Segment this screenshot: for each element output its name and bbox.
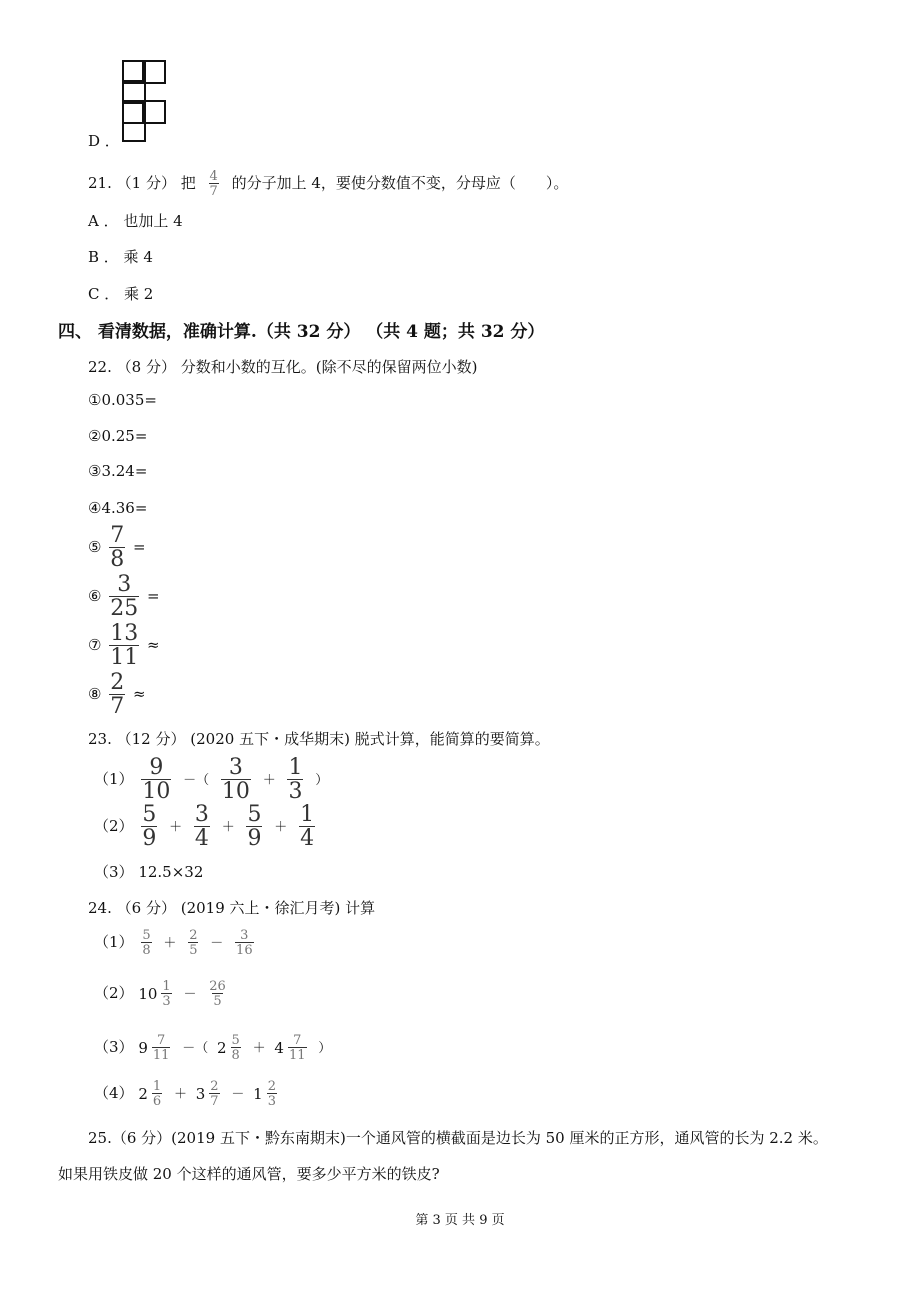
q24-sub2 bbox=[94, 980, 230, 1008]
whole-part: 10 bbox=[138, 985, 158, 1003]
numerator: 7 bbox=[293, 1033, 302, 1048]
fraction bbox=[141, 757, 171, 803]
fraction bbox=[109, 672, 125, 718]
q21-option-b: B ． 乘 4 bbox=[88, 248, 153, 266]
sign: ≈ bbox=[133, 685, 146, 703]
numerator: 2 bbox=[110, 670, 125, 695]
sub-label: （2） bbox=[94, 817, 134, 835]
q21-fraction bbox=[209, 170, 219, 198]
item-text: 4.36= bbox=[101, 499, 148, 517]
section-title: 四、 看清数据，准确计算.（共 32 分） （共 4 题；共 32 分） bbox=[58, 322, 545, 342]
denominator: 5 bbox=[213, 994, 222, 1009]
denominator: 4 bbox=[300, 826, 315, 851]
sub-label: （3） bbox=[94, 863, 134, 881]
page-footer: 第 3 页 共 9 页 bbox=[415, 1213, 505, 1228]
numerator: 3 bbox=[117, 572, 132, 597]
mixed-number bbox=[253, 1080, 280, 1108]
denominator: 11 bbox=[152, 1048, 170, 1063]
operator: ＋ bbox=[163, 936, 177, 951]
mixed-number bbox=[196, 1080, 223, 1108]
mixed-number bbox=[217, 1034, 244, 1062]
fraction bbox=[109, 623, 139, 669]
fraction bbox=[152, 1080, 162, 1108]
whole-part: 2 bbox=[138, 1085, 148, 1103]
q21-option-a: A ． 也加上 4 bbox=[88, 212, 183, 230]
q22-text: 分数和小数的互化。(除不尽的保留两位小数) bbox=[180, 358, 478, 376]
q24-sub4 bbox=[94, 1080, 280, 1108]
denominator: 11 bbox=[288, 1048, 306, 1063]
sub-label: （3） bbox=[94, 1038, 134, 1056]
numerator: 5 bbox=[142, 802, 157, 827]
numerator: 2 bbox=[267, 1079, 276, 1094]
item-marker: ⑥ bbox=[88, 587, 102, 605]
q22-frac-item bbox=[88, 574, 160, 620]
item-marker: ⑤ bbox=[88, 538, 102, 556]
fraction bbox=[141, 804, 157, 850]
operator: － bbox=[210, 936, 224, 951]
option-d-label: D ． bbox=[88, 132, 120, 150]
operator: －（ bbox=[183, 773, 210, 788]
denominator: 25 bbox=[110, 596, 139, 621]
operator: ） bbox=[315, 773, 329, 788]
whole-part: 1 bbox=[253, 1085, 263, 1103]
mixed-number bbox=[138, 1080, 165, 1108]
fraction bbox=[161, 980, 171, 1008]
numerator: 1 bbox=[152, 1079, 162, 1094]
q21-number: 21. bbox=[88, 174, 112, 192]
q22-number: 22. bbox=[88, 358, 112, 376]
figure-cell bbox=[122, 120, 146, 142]
mixed-number bbox=[138, 1034, 173, 1062]
item-marker: ③ bbox=[88, 462, 102, 480]
q23-number: 23. bbox=[88, 730, 112, 748]
denominator: 16 bbox=[236, 943, 253, 958]
q24-sub1 bbox=[94, 929, 257, 957]
fraction bbox=[288, 1034, 307, 1062]
item-text: 3.24= bbox=[101, 462, 148, 480]
q22-item bbox=[88, 462, 147, 480]
fraction bbox=[194, 804, 210, 850]
denominator: 8 bbox=[142, 943, 151, 958]
denominator: 10 bbox=[221, 779, 250, 804]
whole-part: 2 bbox=[217, 1039, 227, 1057]
numerator: 3 bbox=[240, 928, 249, 943]
numerator: 1 bbox=[288, 755, 303, 780]
numerator: 2 bbox=[189, 928, 198, 943]
operator: ＋ bbox=[173, 1087, 187, 1102]
question-25-line1: 25.（6 分）(2019 五下・黔东南期末)一个通风管的横截面是边长为 50 厘米的正方形，通风管的长为 2.2 米。 bbox=[88, 1129, 828, 1147]
q23-text: 脱式计算，能简算的要简算。 bbox=[354, 730, 550, 748]
denominator: 4 bbox=[194, 826, 209, 851]
denominator: 10 bbox=[142, 779, 171, 804]
q21-prefix: 把 bbox=[180, 174, 196, 192]
fraction bbox=[267, 1080, 277, 1108]
fraction bbox=[209, 1080, 219, 1108]
q22-item bbox=[88, 499, 147, 517]
q22-frac-item bbox=[88, 525, 146, 571]
mixed-number bbox=[138, 980, 174, 1008]
fraction bbox=[299, 804, 315, 850]
whole-part: 9 bbox=[138, 1039, 148, 1057]
numerator: 4 bbox=[209, 169, 218, 184]
numerator: 2 bbox=[210, 1079, 219, 1094]
fraction bbox=[109, 525, 125, 571]
expression: 12.5×32 bbox=[138, 863, 204, 881]
sign: ≈ bbox=[147, 636, 160, 654]
denominator: 3 bbox=[288, 779, 303, 804]
question-22 bbox=[88, 356, 477, 377]
q23-score: （12 分） bbox=[116, 730, 186, 748]
numerator: 26 bbox=[209, 979, 226, 994]
numerator: 5 bbox=[247, 802, 262, 827]
denominator: 6 bbox=[152, 1094, 162, 1109]
question-24 bbox=[88, 897, 375, 918]
q22-score: （8 分） bbox=[116, 358, 176, 376]
numerator: 7 bbox=[157, 1033, 166, 1048]
denominator: 9 bbox=[247, 826, 262, 851]
q23-sub1 bbox=[94, 757, 332, 803]
mixed-number bbox=[274, 1034, 309, 1062]
q22-frac-item bbox=[88, 672, 146, 718]
q21-suffix: 的分子加上 4，要使分数值不变，分母应（ ）。 bbox=[231, 174, 569, 192]
operator: －（ bbox=[182, 1041, 209, 1056]
sub-label: （2） bbox=[94, 984, 134, 1002]
operator: ） bbox=[318, 1041, 332, 1056]
numerator: 13 bbox=[110, 621, 139, 646]
q23-source: (2020 五下・成华期末) bbox=[190, 730, 350, 748]
q23-sub3 bbox=[94, 861, 203, 882]
q24-number: 24. bbox=[88, 899, 112, 917]
fraction bbox=[235, 929, 254, 957]
sub-label: （4） bbox=[94, 1084, 134, 1102]
item-marker: ② bbox=[88, 427, 102, 445]
fraction bbox=[109, 574, 139, 620]
denominator: 7 bbox=[210, 1094, 219, 1109]
operator: ＋ bbox=[169, 820, 183, 835]
option-d-figure bbox=[122, 60, 166, 146]
operator: ＋ bbox=[262, 773, 276, 788]
sub-label: （1） bbox=[94, 770, 134, 788]
item-text: 0.25= bbox=[101, 427, 148, 445]
q24-text: 计算 bbox=[345, 899, 376, 917]
q22-frac-item bbox=[88, 623, 160, 669]
numerator: 5 bbox=[231, 1033, 240, 1048]
denominator: 5 bbox=[189, 943, 198, 958]
denominator: 3 bbox=[162, 994, 171, 1009]
q22-item bbox=[88, 391, 157, 409]
fraction bbox=[208, 980, 227, 1008]
denominator: 3 bbox=[267, 1094, 276, 1109]
fraction bbox=[221, 757, 251, 803]
denominator: 8 bbox=[110, 547, 125, 572]
q23-sub2 bbox=[94, 804, 318, 850]
numerator: 1 bbox=[300, 802, 315, 827]
fraction bbox=[152, 1034, 171, 1062]
denominator: 7 bbox=[209, 184, 218, 199]
denominator: 7 bbox=[110, 694, 125, 719]
item-marker: ⑧ bbox=[88, 685, 102, 703]
fraction bbox=[246, 804, 262, 850]
item-marker: ① bbox=[88, 391, 102, 409]
denominator: 9 bbox=[142, 826, 157, 851]
numerator: 3 bbox=[228, 755, 243, 780]
fraction bbox=[287, 757, 303, 803]
q22-item bbox=[88, 427, 147, 445]
q24-source: (2019 六上・徐汇月考) bbox=[180, 899, 341, 917]
item-marker: ④ bbox=[88, 499, 102, 517]
denominator: 11 bbox=[110, 645, 139, 670]
operator: － bbox=[183, 987, 197, 1002]
numerator: 7 bbox=[110, 523, 125, 548]
denominator: 8 bbox=[231, 1048, 240, 1063]
operator: ＋ bbox=[252, 1041, 266, 1056]
whole-part: 4 bbox=[274, 1039, 284, 1057]
q24-sub3 bbox=[94, 1034, 335, 1062]
numerator: 9 bbox=[149, 755, 164, 780]
question-23 bbox=[88, 728, 550, 749]
fraction bbox=[188, 929, 198, 957]
sign: = bbox=[147, 587, 160, 605]
numerator: 1 bbox=[162, 979, 171, 994]
q21-score: （1 分） bbox=[116, 174, 176, 192]
whole-part: 3 bbox=[195, 1085, 206, 1103]
item-text: 0.035= bbox=[101, 391, 157, 409]
sub-label: （1） bbox=[94, 933, 134, 951]
fraction bbox=[231, 1034, 241, 1062]
numerator: 5 bbox=[142, 928, 151, 943]
q21-option-c: C ． 乘 2 bbox=[88, 285, 154, 303]
operator: ＋ bbox=[274, 820, 288, 835]
operator: ＋ bbox=[221, 820, 235, 835]
sign: = bbox=[133, 538, 146, 556]
q24-score: （6 分） bbox=[116, 899, 176, 917]
numerator: 3 bbox=[194, 802, 209, 827]
fraction bbox=[141, 929, 151, 957]
question-21 bbox=[88, 170, 568, 198]
operator: － bbox=[231, 1087, 245, 1102]
question-25-line2: 如果用铁皮做 20 个这样的通风管，要多少平方米的铁皮? bbox=[58, 1165, 440, 1183]
item-marker: ⑦ bbox=[88, 636, 102, 654]
